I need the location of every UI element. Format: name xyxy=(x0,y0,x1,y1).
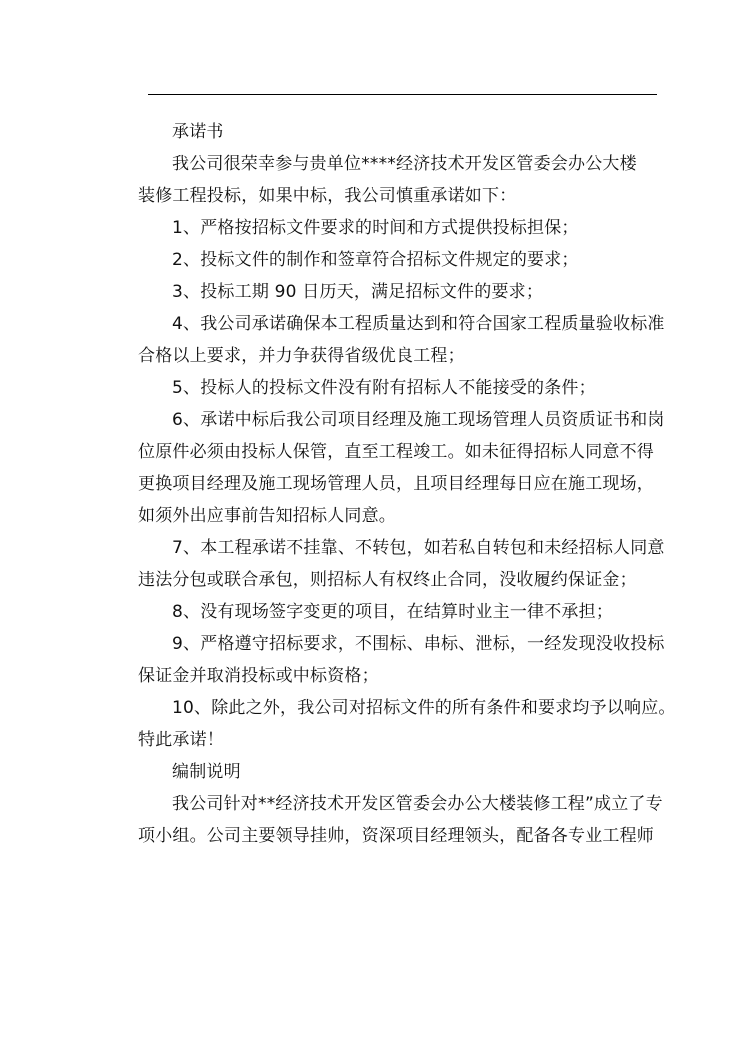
list-item-7-cont: 违法分包或联合承包，则招标人有权终止合同，没收履约保证金； xyxy=(138,570,637,590)
list-item-3: 3、投标工期 90 日历天，满足招标文件的要求； xyxy=(172,282,544,302)
list-item-10: 10、除此之外，我公司对招标文件的所有条件和要求均予以响应。 xyxy=(172,698,676,718)
list-item-6-cont: 位原件必须由投标人保管，直至工程竣工。如未征得招标人同意不得 xyxy=(138,442,654,462)
list-item-9: 9、严格遵守招标要求，不围标、串标、泄标，一经发现没收投标 xyxy=(172,634,665,654)
document-body xyxy=(138,116,688,852)
paragraph-line: 装修工程投标，如果中标，我公司慎重承诺如下： xyxy=(138,186,517,206)
list-item-6-cont: 如须外出应事前告知招标人同意。 xyxy=(138,506,396,526)
heading-preparation-notes: 编制说明 xyxy=(172,762,241,782)
list-item-7: 7、本工程承诺不挂靠、不转包，如若私自转包和未经招标人同意 xyxy=(172,538,665,558)
heading-commitment: 承诺书 xyxy=(172,122,224,142)
paragraph-line: 我公司针对**经济技术开发区管委会办公大楼装修工程”成立了专 xyxy=(172,794,663,814)
list-item-2: 2、投标文件的制作和签章符合招标文件规定的要求； xyxy=(172,250,579,270)
paragraph-line: 我公司很荣幸参与贵单位****经济技术开发区管委会办公大楼 xyxy=(172,154,637,174)
list-item-9-cont: 保证金并取消投标或中标资格； xyxy=(138,666,379,686)
list-item-6: 6、承诺中标后我公司项目经理及施工现场管理人员资质证书和岗 xyxy=(172,410,665,430)
list-item-4: 4、我公司承诺确保本工程质量达到和符合国家工程质量验收标准 xyxy=(172,314,665,334)
list-item-1: 1、严格按招标文件要求的时间和方式提供投标担保； xyxy=(172,218,579,238)
list-item-8: 8、没有现场签字变更的项目，在结算时业主一律不承担； xyxy=(172,602,614,622)
header-rule xyxy=(148,94,657,95)
closing-statement: 特此承诺！ xyxy=(138,730,224,750)
list-item-5: 5、投标人的投标文件没有附有招标人不能接受的条件； xyxy=(172,378,596,398)
list-item-4-cont: 合格以上要求，并力争获得省级优良工程； xyxy=(138,346,465,366)
list-item-6-cont: 更换项目经理及施工现场管理人员，且项目经理每日应在施工现场， xyxy=(138,474,654,494)
paragraph-line: 项小组。公司主要领导挂帅，资深项目经理领头，配备各专业工程师 xyxy=(138,826,654,846)
